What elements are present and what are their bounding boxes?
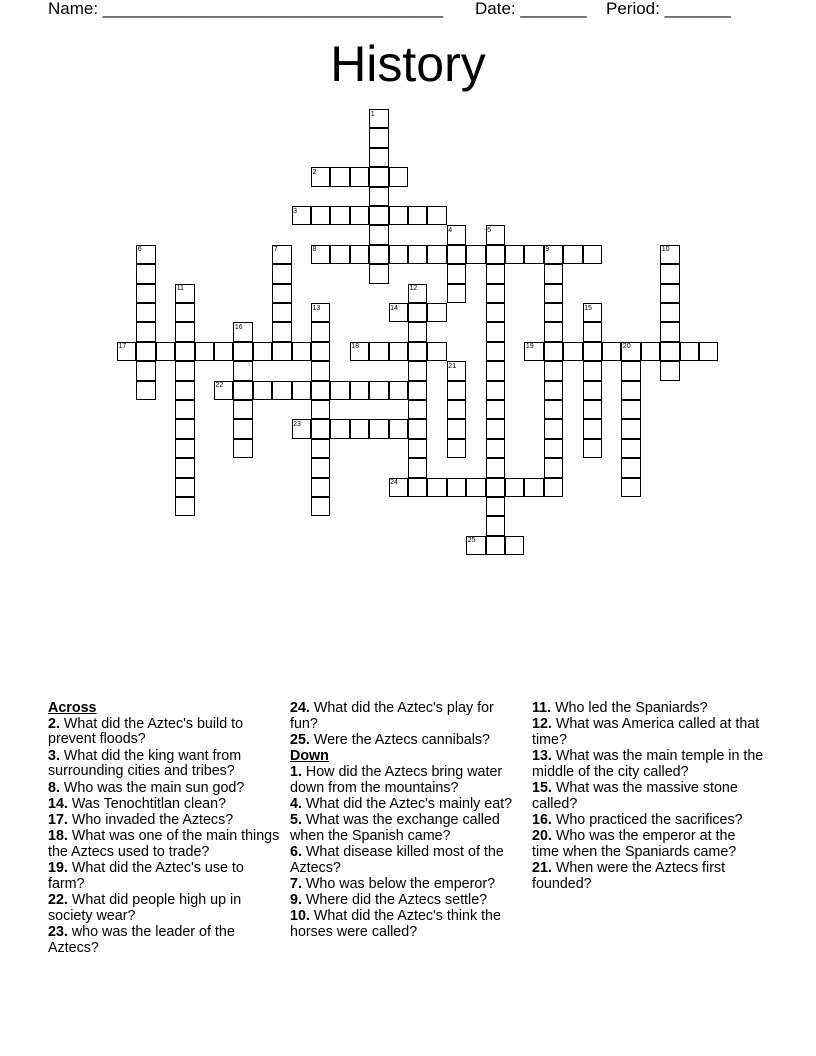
page-title: History: [330, 36, 486, 92]
crossword-cell[interactable]: [544, 381, 563, 400]
clue-number-label: 22: [215, 382, 224, 390]
crossword-cell[interactable]: [408, 439, 427, 458]
crossword-cell[interactable]: [369, 225, 388, 244]
clues-column-1: [48, 701, 280, 957]
crossword-cell[interactable]: [389, 206, 408, 225]
crossword-cell[interactable]: [292, 342, 311, 361]
clue-text: Was Tenochtitlan clean?: [67, 795, 227, 812]
crossword-cell[interactable]: [175, 342, 194, 361]
crossword-cell[interactable]: [544, 284, 563, 303]
clue-number: 1.: [290, 763, 302, 780]
clue-number: 24.: [290, 700, 310, 716]
crossword-cell[interactable]: [272, 264, 291, 283]
clue-number-label: 20: [622, 343, 631, 351]
clue-number-label: 23: [293, 420, 301, 428]
crossword-cell[interactable]: [408, 245, 427, 264]
clue-number: 3.: [48, 747, 60, 764]
crossword-cell[interactable]: [602, 342, 621, 361]
clue-number-label: 17: [118, 343, 127, 351]
clue-number-label: 14: [390, 304, 398, 312]
crossword-cell[interactable]: [427, 342, 446, 361]
clue-text: Who was the emperor at the time when the Spaniards came?: [532, 828, 737, 860]
crossword-cell[interactable]: [330, 419, 349, 438]
crossword-cell[interactable]: [427, 478, 446, 497]
clue-number-label: 5: [487, 226, 491, 234]
clue-number: 17.: [48, 811, 68, 828]
crossword-cell[interactable]: [583, 322, 602, 341]
crossword-cell[interactable]: [427, 303, 446, 322]
crossword-cell[interactable]: [369, 187, 388, 206]
clue-text: What did people high up in society wear?: [48, 891, 242, 924]
crossword-cell[interactable]: [621, 381, 640, 400]
clue-number: 5.: [290, 811, 302, 828]
clue-number-label: 19: [525, 343, 534, 351]
crossword-cell[interactable]: [350, 381, 369, 400]
crossword-cell[interactable]: [447, 264, 466, 283]
crossword-cell[interactable]: [311, 478, 330, 497]
crossword-cell[interactable]: [563, 245, 582, 264]
crossword-cell[interactable]: [583, 381, 602, 400]
clue-item: [48, 813, 280, 829]
crossword-cell[interactable]: [660, 284, 679, 303]
clue-number-label: 10: [661, 246, 670, 254]
clue-item: [532, 749, 764, 780]
clue-number: 10.: [290, 908, 310, 925]
crossword-cell[interactable]: [486, 439, 505, 458]
clue-number-label: 11: [176, 285, 184, 293]
clue-item: [48, 781, 280, 797]
crossword-cell[interactable]: [583, 400, 602, 419]
crossword-cell[interactable]: [660, 264, 679, 283]
clue-text: What was the main temple in the middle of the city called?: [532, 748, 764, 780]
crossword-cell[interactable]: [389, 419, 408, 438]
crossword-cell[interactable]: [466, 478, 485, 497]
crossword-cell[interactable]: [175, 458, 194, 477]
clue-number: 6.: [290, 843, 302, 860]
crossword-cell[interactable]: [175, 303, 194, 322]
crossword-cell[interactable]: [447, 284, 466, 303]
clue-number-label: 3: [293, 207, 297, 215]
crossword-cell[interactable]: [369, 264, 388, 283]
crossword-cell[interactable]: [330, 381, 349, 400]
crossword-cell[interactable]: [447, 245, 466, 264]
clue-number: 15.: [532, 780, 552, 797]
crossword-cell[interactable]: [486, 303, 505, 322]
clue-item: [290, 877, 522, 893]
crossword-cell[interactable]: [505, 245, 524, 264]
crossword-cell[interactable]: [272, 284, 291, 303]
crossword-cell[interactable]: [621, 458, 640, 477]
clue-number: 19.: [48, 860, 68, 877]
crossword-cell[interactable]: [505, 536, 524, 555]
crossword-cell[interactable]: [544, 303, 563, 322]
crossword-cell[interactable]: [136, 322, 155, 341]
crossword-cell[interactable]: [350, 419, 369, 438]
crossword-cell[interactable]: [408, 322, 427, 341]
clue-number: 21.: [532, 860, 552, 877]
down-heading: Down: [290, 748, 329, 765]
clue-item: [290, 845, 522, 876]
name-field[interactable]: Name: ____________________________________: [48, 0, 444, 18]
clue-number: 20.: [532, 828, 552, 845]
clue-number-label: 15: [584, 304, 592, 312]
crossword-cell[interactable]: [466, 245, 485, 264]
clue-text: Who was below the emperor?: [301, 875, 496, 892]
clues-section: [48, 701, 768, 981]
clue-text: What did the Aztec's mainly eat?: [301, 795, 513, 812]
crossword-cell[interactable]: [389, 342, 408, 361]
crossword-cell[interactable]: [214, 342, 233, 361]
crossword-cell[interactable]: [680, 342, 699, 361]
clue-number-label: 2: [312, 168, 317, 176]
clue-item: [532, 701, 764, 717]
crossword-cell[interactable]: [486, 478, 505, 497]
clue-text: who was the leader of the Aztecs?: [48, 923, 235, 956]
crossword-cell[interactable]: [272, 322, 291, 341]
crossword-cell[interactable]: [486, 264, 505, 283]
clue-text: Who led the Spaniards?: [551, 700, 708, 716]
crossword-cell[interactable]: [486, 322, 505, 341]
crossword-cell[interactable]: [350, 167, 369, 186]
crossword-cell[interactable]: [583, 361, 602, 380]
crossword-cell[interactable]: [136, 264, 155, 283]
clue-text: How did the Aztecs bring water down from the mountains?: [290, 763, 503, 796]
crossword-cell[interactable]: [621, 478, 640, 497]
clue-number: 18.: [48, 828, 68, 845]
crossword-cell[interactable]: [369, 148, 388, 167]
clue-number-label: 7: [273, 246, 278, 254]
clue-number-label: 25: [467, 537, 476, 545]
crossword-cell[interactable]: [408, 206, 427, 225]
crossword-cell[interactable]: [311, 419, 330, 438]
crossword-cell[interactable]: [408, 458, 427, 477]
clue-number: 11.: [532, 700, 552, 716]
crossword-cell[interactable]: [427, 206, 446, 225]
crossword-cell[interactable]: [369, 128, 388, 147]
clues-column-2: [290, 701, 522, 941]
crossword-cell[interactable]: [175, 419, 194, 438]
crossword-cell[interactable]: [447, 400, 466, 419]
clues-column-3: [532, 701, 764, 893]
crossword-cell[interactable]: [233, 400, 252, 419]
crossword-cell[interactable]: [621, 361, 640, 380]
crossword-cell[interactable]: [175, 361, 194, 380]
crossword-cell[interactable]: [253, 342, 272, 361]
clue-number: 9.: [290, 891, 302, 908]
crossword-cell[interactable]: [369, 381, 388, 400]
clue-item: [48, 861, 280, 892]
crossword-cell[interactable]: [524, 478, 543, 497]
crossword-cell[interactable]: [233, 361, 252, 380]
crossword-cell[interactable]: [544, 439, 563, 458]
crossword-cell[interactable]: [486, 419, 505, 438]
crossword-cell[interactable]: [311, 458, 330, 477]
clue-number-label: 21: [448, 362, 457, 370]
crossword-cell[interactable]: [389, 381, 408, 400]
crossword-cell[interactable]: [621, 439, 640, 458]
crossword-cell[interactable]: [486, 516, 505, 535]
crossword-cell[interactable]: [486, 342, 505, 361]
clue-number: 8.: [48, 779, 60, 796]
crossword-cell[interactable]: [136, 342, 155, 361]
crossword-cell[interactable]: [136, 381, 155, 400]
crossword-cell[interactable]: [408, 381, 427, 400]
clue-number-label: 8: [312, 246, 317, 254]
crossword-cell[interactable]: [544, 322, 563, 341]
clue-item: [48, 717, 280, 748]
crossword-cell[interactable]: [311, 439, 330, 458]
clue-item: [48, 829, 280, 860]
crossword-cell[interactable]: [699, 342, 718, 361]
crossword-cell[interactable]: [233, 439, 252, 458]
clue-number-label: 9: [545, 246, 550, 254]
clue-number-label: 16: [234, 323, 243, 331]
crossword-cell[interactable]: [486, 458, 505, 477]
clue-item: [290, 909, 522, 940]
crossword-cell[interactable]: [311, 400, 330, 419]
crossword-cell[interactable]: [330, 245, 349, 264]
period-field[interactable]: Period: _______: [606, 0, 731, 18]
crossword-cell[interactable]: [175, 478, 194, 497]
crossword-cell[interactable]: [524, 245, 543, 264]
crossword-cell[interactable]: [544, 361, 563, 380]
crossword-cell[interactable]: [486, 381, 505, 400]
clue-item: [532, 717, 764, 748]
clue-number: 25.: [290, 731, 310, 748]
crossword-cell[interactable]: [175, 322, 194, 341]
crossword-cell[interactable]: [621, 419, 640, 438]
crossword-cell[interactable]: [408, 342, 427, 361]
crossword-cell[interactable]: [486, 497, 505, 516]
clue-text: What did the Aztec's build to prevent floods?: [48, 715, 244, 748]
crossword-cell[interactable]: [311, 206, 330, 225]
crossword-cell[interactable]: [486, 245, 505, 264]
crossword-cell[interactable]: [369, 342, 388, 361]
crossword-cell[interactable]: [447, 439, 466, 458]
crossword-cell[interactable]: [544, 342, 563, 361]
clue-item: [48, 925, 280, 956]
crossword-cell[interactable]: [272, 381, 291, 400]
crossword-cell[interactable]: [330, 167, 349, 186]
clue-number: 2.: [48, 715, 60, 732]
clue-number-label: 24: [390, 479, 398, 487]
clue-item: [532, 861, 764, 892]
crossword-cell[interactable]: [272, 303, 291, 322]
clue-text: When were the Aztecs first founded?: [532, 860, 726, 892]
crossword-cell[interactable]: [272, 342, 291, 361]
crossword-cell[interactable]: [544, 478, 563, 497]
crossword-cell[interactable]: [486, 400, 505, 419]
crossword-cell[interactable]: [563, 342, 582, 361]
clue-item: [290, 733, 522, 749]
crossword-cell[interactable]: [175, 497, 194, 516]
crossword-cell[interactable]: [156, 342, 175, 361]
crossword-cell[interactable]: [408, 419, 427, 438]
crossword-cell[interactable]: [233, 342, 252, 361]
clue-number: 4.: [290, 795, 302, 812]
crossword-cell[interactable]: [311, 361, 330, 380]
clue-number: 22.: [48, 891, 68, 908]
clue-number-label: 13: [312, 304, 321, 312]
crossword-cell[interactable]: [369, 245, 388, 264]
crossword-cell[interactable]: [544, 400, 563, 419]
crossword-cell[interactable]: [447, 478, 466, 497]
crossword-cell[interactable]: [408, 303, 427, 322]
crossword-cell[interactable]: [175, 381, 194, 400]
date-field[interactable]: Date: _______: [475, 0, 587, 18]
clue-text: Who invaded the Aztecs?: [67, 811, 234, 828]
crossword-cell[interactable]: [233, 419, 252, 438]
clue-number: 12.: [532, 716, 552, 733]
crossword-cell[interactable]: [583, 439, 602, 458]
crossword-cell[interactable]: [311, 381, 330, 400]
crossword-cell[interactable]: [583, 419, 602, 438]
clue-item: [290, 893, 522, 909]
crossword-cell[interactable]: [369, 206, 388, 225]
crossword-cell[interactable]: [253, 381, 272, 400]
clue-text: What did the Aztec's think the horses were called?: [290, 908, 501, 940]
clue-item: [48, 893, 280, 924]
clue-text: Where did the Aztecs settle?: [301, 891, 488, 908]
crossword-cell[interactable]: [330, 206, 349, 225]
clue-item: [48, 797, 280, 813]
across-heading: Across: [48, 700, 97, 716]
clue-text: What did the Aztec's play for fun?: [290, 700, 494, 732]
clue-text: What was the exchange called when the Spanish came?: [290, 811, 500, 844]
crossword-cell[interactable]: [311, 497, 330, 516]
clue-item: [290, 765, 522, 796]
crossword-cell[interactable]: [641, 342, 660, 361]
crossword-cell[interactable]: [195, 342, 214, 361]
clue-number: 13.: [532, 748, 552, 765]
clue-item: [532, 829, 764, 860]
crossword-cell[interactable]: [660, 361, 679, 380]
clue-text: What was America called at that time?: [532, 716, 760, 748]
crossword-cell[interactable]: [486, 284, 505, 303]
clue-item: [290, 813, 522, 844]
crossword-cell[interactable]: [486, 536, 505, 555]
crossword-cell[interactable]: [175, 439, 194, 458]
clue-number: 16.: [532, 811, 552, 828]
crossword-cell[interactable]: [583, 245, 602, 264]
clue-text: What disease killed most of the Aztecs?: [290, 843, 504, 876]
crossword-cell[interactable]: [660, 303, 679, 322]
crossword-cell[interactable]: [427, 245, 446, 264]
crossword-cell[interactable]: [408, 478, 427, 497]
crossword-cell[interactable]: [621, 400, 640, 419]
clue-number: 14.: [48, 795, 68, 812]
clue-number-label: 4: [448, 226, 453, 234]
clue-number-label: 6: [137, 246, 142, 254]
clue-number: 23.: [48, 923, 68, 940]
clue-item: [532, 781, 764, 812]
clue-item: [48, 749, 280, 780]
crossword-cell[interactable]: [311, 342, 330, 361]
crossword-cell[interactable]: [505, 478, 524, 497]
clue-text: Who practiced the sacrifices?: [551, 811, 743, 828]
clue-text: What did the king want from surrounding cities and tribes?: [48, 747, 242, 780]
crossword-cell[interactable]: [660, 322, 679, 341]
clue-text: What did the Aztec's use to farm?: [48, 860, 244, 892]
crossword-cell[interactable]: [233, 381, 252, 400]
clue-text: Who was the main sun god?: [59, 779, 245, 796]
crossword-cell[interactable]: [136, 361, 155, 380]
clue-number-label: 1: [370, 110, 375, 118]
clue-text: What was one of the main things the Aztecs used to trade?: [48, 828, 280, 860]
crossword-cell[interactable]: [136, 303, 155, 322]
crossword-cell[interactable]: [408, 400, 427, 419]
crossword-cell[interactable]: [350, 245, 369, 264]
crossword-cell[interactable]: [369, 419, 388, 438]
crossword-cell[interactable]: [311, 322, 330, 341]
crossword-cell[interactable]: [583, 342, 602, 361]
clue-number: 7.: [290, 875, 302, 892]
crossword-cell[interactable]: [544, 264, 563, 283]
clue-text: What was the massive stone called?: [532, 780, 738, 812]
clue-item: [290, 701, 522, 732]
clue-number-label: 12: [409, 285, 418, 293]
crossword-cell[interactable]: [660, 342, 679, 361]
crossword-cell[interactable]: [544, 419, 563, 438]
crossword-cell[interactable]: [486, 361, 505, 380]
clue-item: [290, 797, 522, 813]
crossword-cell[interactable]: [447, 381, 466, 400]
crossword-cell[interactable]: [350, 206, 369, 225]
clue-item: [532, 813, 764, 829]
crossword-cell[interactable]: [292, 381, 311, 400]
crossword-cell[interactable]: [544, 458, 563, 477]
crossword-cell[interactable]: [136, 284, 155, 303]
clue-number-label: 18: [351, 343, 360, 351]
crossword-cell[interactable]: [369, 167, 388, 186]
crossword-cell[interactable]: [389, 245, 408, 264]
clue-text: Were the Aztecs cannibals?: [309, 731, 491, 748]
crossword-cell[interactable]: [447, 419, 466, 438]
crossword-cell[interactable]: [175, 400, 194, 419]
crossword-cell[interactable]: [408, 361, 427, 380]
crossword-cell[interactable]: [389, 167, 408, 186]
